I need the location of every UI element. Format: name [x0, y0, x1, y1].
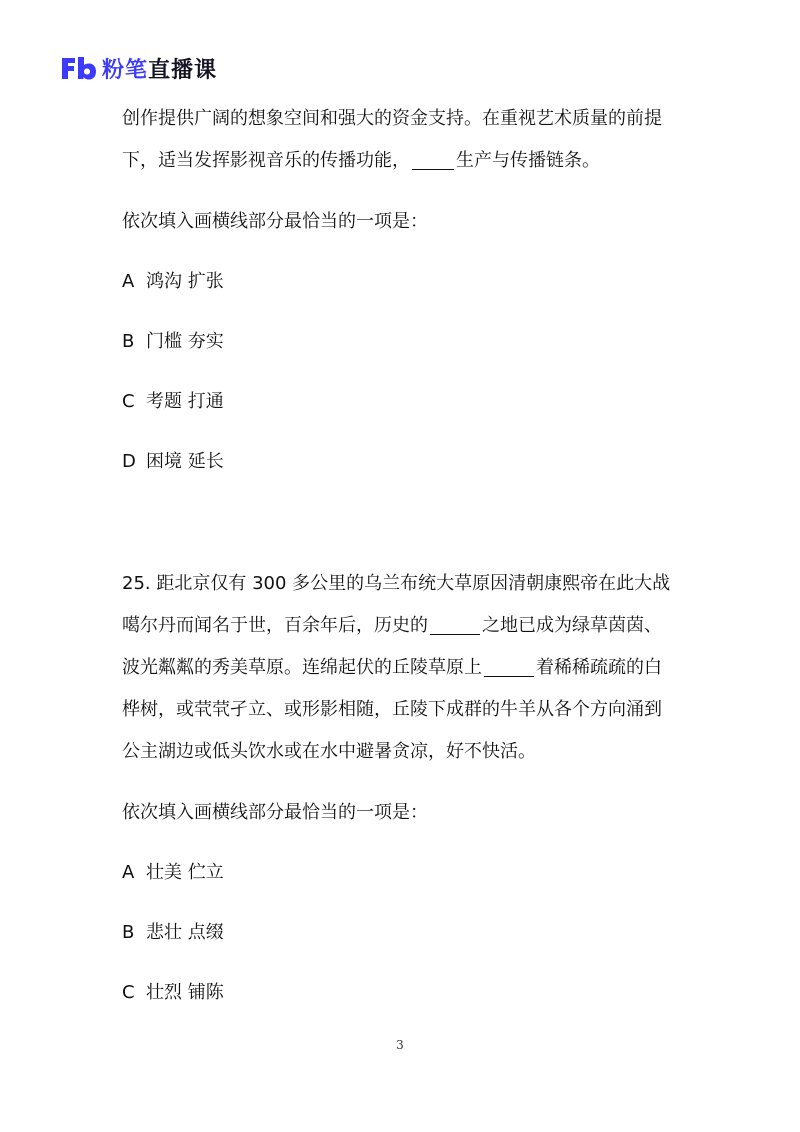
brand-accent: 粉笔	[102, 57, 149, 83]
q24-option-d	[122, 441, 682, 483]
option-letter: B	[122, 922, 135, 943]
q24-line-2-start: 下，适当发挥影视音乐的传播功能，	[122, 150, 410, 171]
option-letter: C	[122, 982, 135, 1003]
q25-line-5: 公主湖边或低头饮水或在水中避暑贪凉，好不快活。	[122, 741, 536, 762]
fill-blank	[484, 654, 534, 677]
document-body	[122, 98, 682, 1014]
q24-line-2-end: 生产与传播链条。	[456, 150, 600, 171]
option-letter: C	[122, 391, 135, 412]
q24-prompt: 依次填入画横线部分最恰当的一项是：	[122, 211, 428, 232]
q24-line-2	[122, 140, 682, 182]
q25-option-c	[122, 972, 682, 1014]
q25-line-3	[122, 647, 682, 689]
option-text: 鸿沟 扩张	[146, 271, 224, 292]
option-text: 悲壮 点缀	[146, 922, 224, 943]
option-text: 门槛 夯实	[146, 331, 224, 352]
option-text: 壮美 伫立	[146, 862, 224, 883]
option-letter: A	[122, 271, 135, 292]
q25-line-2-end: 之地已成为绿草茵茵、	[482, 615, 662, 636]
q24-option-c	[122, 381, 682, 423]
brand-name	[102, 53, 217, 84]
q25-line-4: 桦树，或茕茕孑立、或形影相随，丘陵下成群的牛羊从各个方向涌到	[122, 699, 662, 720]
fenbi-logo-icon	[58, 52, 98, 84]
q24-line-1: 创作提供广阔的想象空间和强大的资金支持。在重视艺术质量的前提	[122, 108, 662, 129]
option-letter: B	[122, 331, 135, 352]
q25-option-b	[122, 912, 682, 954]
q25-option-a	[122, 852, 682, 894]
q24-option-b	[122, 321, 682, 363]
option-letter: A	[122, 862, 135, 883]
brand-rest: 直播课	[148, 57, 218, 83]
page-number: 3	[396, 1038, 404, 1052]
option-text: 壮烈 铺陈	[146, 982, 224, 1003]
fill-blank	[412, 147, 454, 170]
q25-line-2-start: 噶尔丹而闻名于世，百余年后，历史的	[122, 615, 428, 636]
option-text: 困境 延长	[146, 451, 224, 472]
option-text: 考题 打通	[146, 391, 224, 412]
brand-header	[58, 50, 217, 86]
q25-line-1: 25. 距北京仅有 300 多公里的乌兰布统大草原因清朝康熙帝在此大战	[122, 573, 671, 594]
option-letter: D	[122, 451, 136, 472]
q25-prompt: 依次填入画横线部分最恰当的一项是：	[122, 802, 428, 823]
q25-line-3-start: 波光粼粼的秀美草原。连绵起伏的丘陵草原上	[122, 657, 482, 678]
q24-option-a	[122, 261, 682, 303]
q25-line-2	[122, 605, 682, 647]
fill-blank	[430, 612, 480, 635]
q25-line-3-end: 着稀稀疏疏的白	[536, 657, 662, 678]
